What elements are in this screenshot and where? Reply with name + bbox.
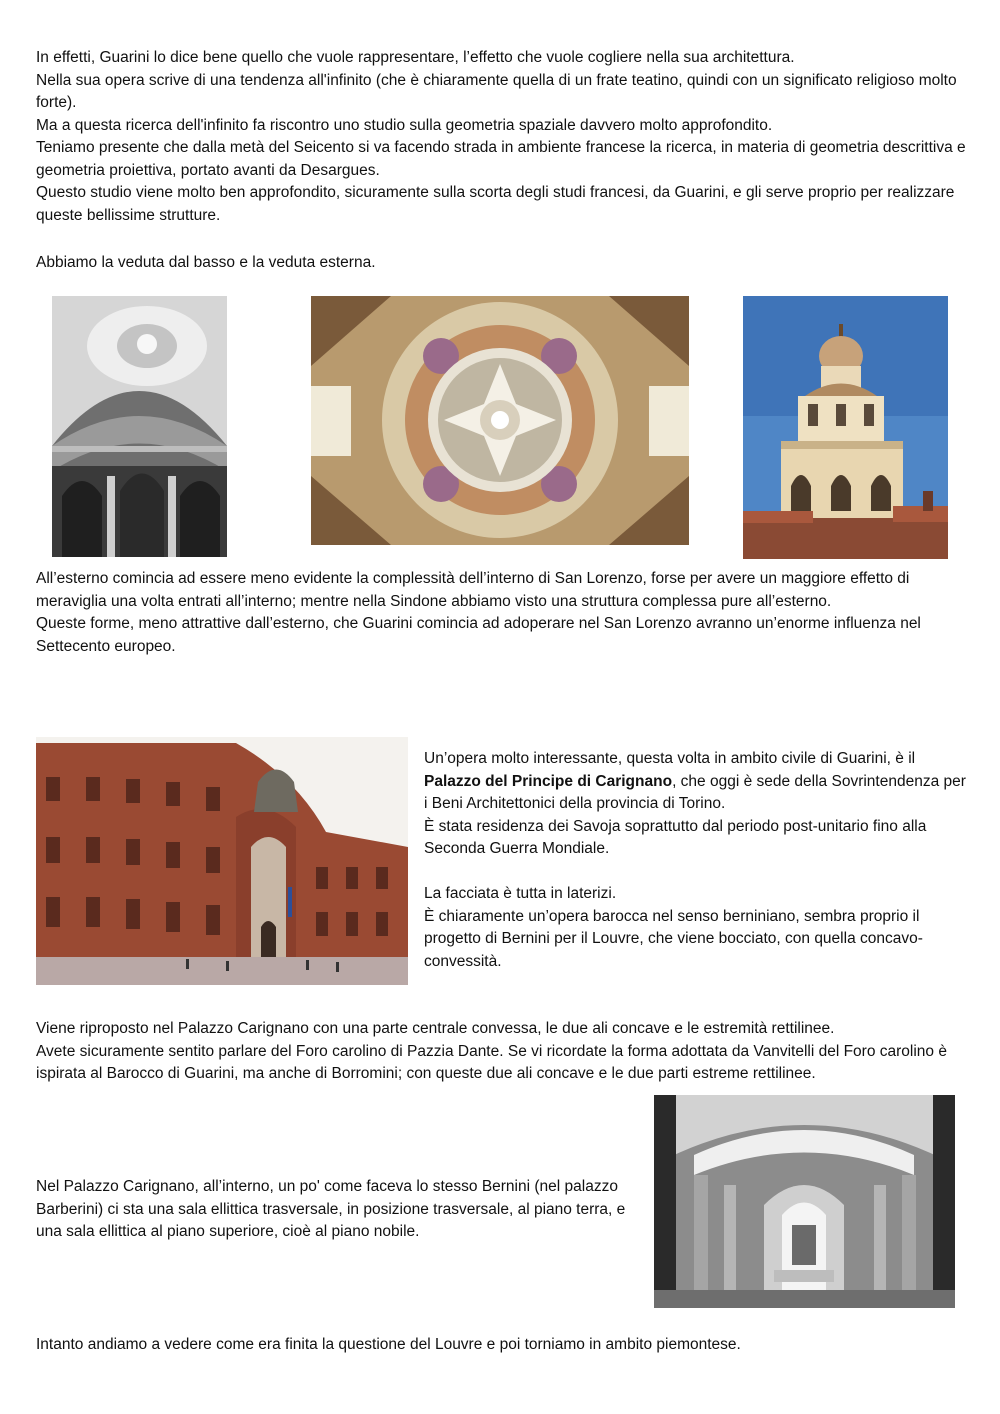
facade-paragraph: La facciata è tutta in laterizi. È chiaramente un’opera barocca nel senso berniniano, sembra proprio il progetto di Bernini per il Louvre, che viene bocciato, con quella concavo-convessità.	[424, 885, 923, 970]
carignano-intro-paragraph	[424, 748, 972, 861]
san-lorenzo-dome-photo	[311, 296, 689, 545]
interior-paragraph: Nel Palazzo Carignano, all’interno, un po' come faceva lo stesso Bernini (nel palazzo Barberini) ci sta una sala ellittica trasversale, in posizione trasversale, al piano terra, e una sala ellittica al piano superiore, cioè al piano nobile.	[36, 1178, 626, 1240]
views-caption: Abbiamo la veduta dal basso e la veduta esterna.	[36, 254, 376, 271]
carignano-intro-text: Un’opera molto interessante, questa volta in ambito civile di Guarini, è il	[424, 750, 916, 767]
intro-paragraph: In effetti, Guarini lo dice bene quello che vuole rappresentare, l’effetto che vuole cogliere nella sua architettura. Nella sua opera scrive di una tendenza all'infinito (che è chiaramente quella di un frate teatino, quindi con un significato religioso molto forte). Ma a questa ricerca dell'infinito fa riscontro uno studio sulla geometria spaziale davvero molto approfondito. Teniamo presente che dalla metà del Seicento si va facendo strada in ambiente francese la ricerca, in materia di geometria descrittiva e geometria proiettiva, portato avanti da Desargues. Questo studio viene molto ben approfondito, sicuramente sulla scorta degli studi francesi, da Guarini, e gli serve proprio per realizzare queste bellissime strutture.	[36, 49, 966, 224]
san-lorenzo-interior-photo	[52, 296, 227, 557]
san-lorenzo-paragraph: All’esterno comincia ad essere meno evidente la complessità dell’interno di San Lorenzo, forse per avere un maggiore effetto di meraviglia una volta entrati all’interno; mentre nella Sindone abbiamo visto una struttura complessa pure all’esterno. Queste forme, meno attrattive dall’esterno, che Guarini comincia ad adoperare nel San Lorenzo avranno un’enorme influenza nel Settecento europeo.	[36, 570, 921, 655]
san-lorenzo-exterior-photo	[743, 296, 948, 559]
carignano-intro-text-end: , che oggi è sede della Sovrintendenza per i Beni Architettonici della provincia di Torino. È stata residenza dei Savoja soprattutto dal periodo post-unitario fino alla Seconda Guerra Mondiale.	[424, 772, 966, 857]
palazzo-carignano-name: Palazzo del Principe di Carignano	[424, 772, 673, 790]
palazzo-carignano-facade-photo	[36, 737, 408, 985]
closing-paragraph: Intanto andiamo a vedere come era finita la questione del Louvre e poi torniamo in ambito piemontese.	[36, 1336, 741, 1353]
carignano-comparison-paragraph: Viene riproposto nel Palazzo Carignano con una parte centrale convessa, le due ali concave e le estremità rettilinee. Avete sicuramente sentito parlare del Foro carolino di Pazzia Dante. Se vi ricordate la forma adottata da Vanvitelli del Foro carolino è ispirata al Barocco di Guarini, ma anche di Borromini; con queste due ali concave e le due parti estreme rettilinee.	[36, 1020, 947, 1082]
palazzo-carignano-interior-photo	[654, 1095, 955, 1308]
